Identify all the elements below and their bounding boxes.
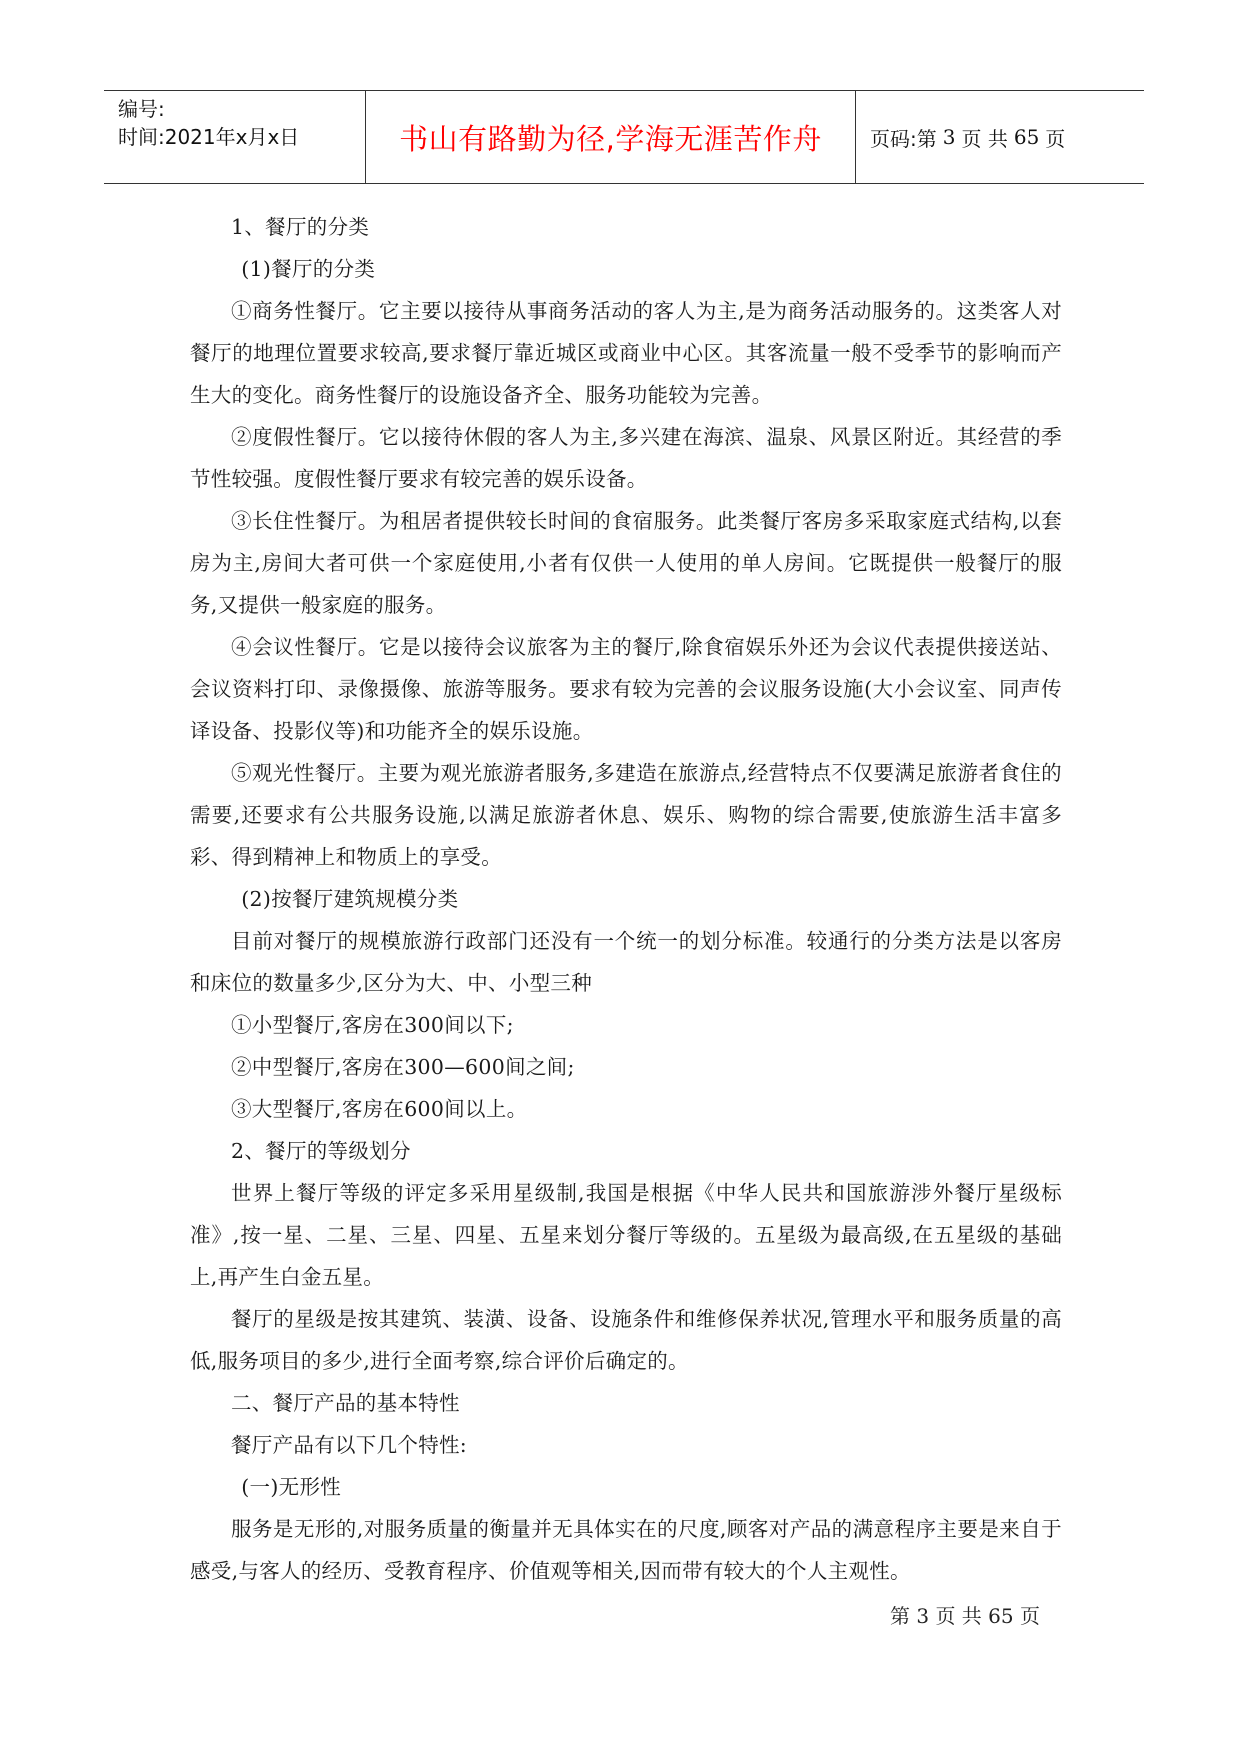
paragraph: 服务是无形的,对服务质量的衡量并无具体实在的尺度,顾客对产品的满意程序主要是来自于感受,与客人的经历、受教育程序、价值观等相关,因而带有较大的个人主观性。	[190, 1517, 1062, 1583]
paragraph: 餐厅的星级是按其建筑、装潢、设备、设施条件和维修保养状况,管理水平和服务质量的高低,服务项目的多少,进行全面考察,综合评价后确定的。	[190, 1307, 1062, 1373]
paragraph: 餐厅产品有以下几个特性:	[231, 1433, 468, 1457]
page-header	[104, 90, 1144, 184]
page-prefix: 页码:第	[870, 126, 937, 151]
document-number-label: 编号:	[118, 97, 165, 121]
paragraph: 目前对餐厅的规模旅游行政部门还没有一个统一的划分标准。较通行的分类方法是以客房和床位的数量多少,区分为大、中、小型三种	[190, 929, 1062, 995]
paragraph: (一)无形性	[241, 1475, 342, 1499]
header-page-info	[856, 91, 1144, 183]
paragraph: ③长住性餐厅。为租居者提供较长时间的食宿服务。此类餐厅客房多采取家庭式结构,以套房为主,房间大者可供一个家庭使用,小者有仅供一人使用的单人房间。它既提供一般餐厅的服务,又提供一般家庭的服务。	[190, 509, 1062, 617]
paragraph: (2)按餐厅建筑规模分类	[241, 887, 459, 911]
page-suffix: 页	[1045, 126, 1066, 151]
paragraph: 2、餐厅的等级划分	[231, 1139, 411, 1163]
page-footer: 第 3 页 共 65 页	[890, 1604, 1040, 1628]
paragraph: ③大型餐厅,客房在600间以上。	[231, 1097, 528, 1121]
page-current: 3	[942, 125, 956, 149]
document-body	[190, 206, 1062, 1592]
paragraph: 世界上餐厅等级的评定多采用星级制,我国是根据《中华人民共和国旅游涉外餐厅星级标准》,按一星、二星、三星、四星、五星来划分餐厅等级的。五星级为最高级,在五星级的基础上,再产生白金五星。	[190, 1181, 1062, 1289]
paragraph: (1)餐厅的分类	[241, 257, 376, 281]
paragraph: ②度假性餐厅。它以接待休假的客人为主,多兴建在海滨、温泉、风景区附近。其经营的季节性较强。度假性餐厅要求有较完善的娱乐设备。	[190, 425, 1062, 491]
paragraph: ⑤观光性餐厅。主要为观光旅游者服务,多建造在旅游点,经营特点不仅要满足旅游者食住的需要,还要求有公共服务设施,以满足旅游者休息、娱乐、购物的综合需要,使旅游生活丰富多彩、得到精神上和物质上的享受。	[190, 761, 1062, 869]
paragraph: 二、餐厅产品的基本特性	[231, 1391, 460, 1415]
paragraph: 1、餐厅的分类	[231, 215, 370, 239]
header-meta	[104, 91, 366, 183]
paragraph: ④会议性餐厅。它是以接待会议旅客为主的餐厅,除食宿娱乐外还为会议代表提供接送站、会议资料打印、录像摄像、旅游等服务。要求有较为完善的会议服务设施(大小会议室、同声传译设备、投影仪等)和功能齐全的娱乐设施。	[190, 635, 1062, 743]
header-motto-cell	[366, 91, 856, 183]
paragraph: ②中型餐厅,客房在300—600间之间;	[231, 1055, 575, 1079]
page-mid: 页 共	[961, 126, 1008, 151]
paragraph: ①小型餐厅,客房在300间以下;	[231, 1013, 514, 1037]
header-motto: 书山有路勤为径,学海无涯苦作舟	[399, 121, 822, 156]
page-total: 65	[1013, 125, 1040, 149]
paragraph: ①商务性餐厅。它主要以接待从事商务活动的客人为主,是为商务活动服务的。这类客人对餐厅的地理位置要求较高,要求餐厅靠近城区或商业中心区。其客流量一般不受季节的影响而产生大的变化。商务性餐厅的设施设备齐全、服务功能较为完善。	[190, 299, 1062, 407]
document-time-label: 时间:2021年x月x日	[118, 125, 300, 149]
